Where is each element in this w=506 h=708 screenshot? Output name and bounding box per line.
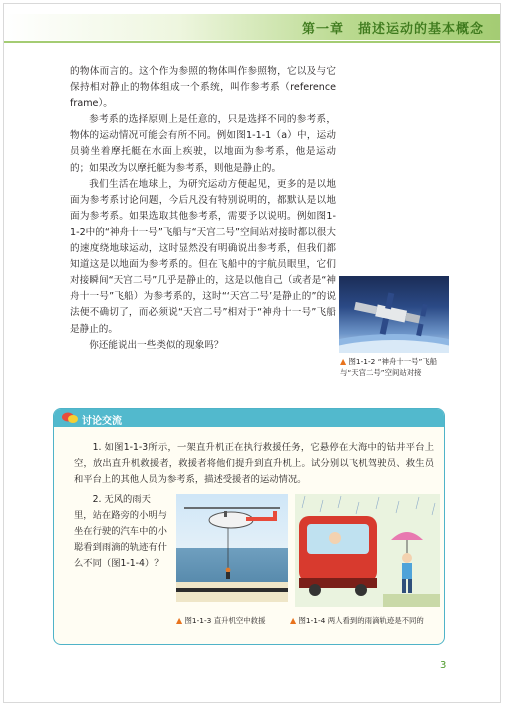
discussion-title: 讨论交流 [82, 416, 122, 427]
paragraph-question: 你还能说出一些类似的现象吗？ [89, 339, 224, 351]
figure-text: 两人看到的雨滴轨迹是不同的 [327, 616, 424, 625]
docking-photo [339, 276, 449, 353]
paragraph-continuation: 的物体而言的。这个作为参照的物体叫作参照物，它以及与它保持相对静止的物体组成一个系统，叫作参考系（reference frame）。 [70, 66, 336, 110]
body-text [70, 64, 336, 354]
discussion-header [54, 409, 444, 427]
triangle-icon: ▲ [290, 616, 297, 625]
figure-1-1-2-caption [340, 356, 452, 378]
figure-text: “神舟十一号”飞船与“天宫二号”空间站对接 [340, 357, 438, 377]
figure-number: 图1-1-2 [348, 357, 376, 366]
figure-number: 图1-1-4 [298, 616, 326, 625]
speech-bubble-icon [62, 412, 78, 424]
figure-number: 图1-1-3 [184, 616, 212, 625]
figure-1-1-4-caption [290, 615, 444, 626]
question-2: 2. 无风的雨天里，站在路旁的小明与坐在行驶的汽车中的小聪看到雨滴的轨迹有什么不同（图1-1-4）？ [74, 494, 167, 569]
paragraph-ground-frame: 我们生活在地球上，为研究运动方便起见，更多的是以地面为参考系讨论问题，今后凡没有特别说明的，都默认是以地面为参考系。如果选取其他参考系，需要予以说明。例如图1-1-2中的“神舟十一号”飞船与“天宫二号”空间站对接时都以很大的速度绕地球运动，这时显然没有明确说出参考系，但我们都知道这是以地面为参考系的。但在飞船中的宇航员眼里，它们对接瞬间“天宫二号”几乎是静止的，这是以他自己（或者是“神舟十一号”飞船）为参考系的，这时“‘天宫二号’是静止的”的说法便不确切了，而必须说“天宫二号”相对于“神舟十一号”飞船是静止的。 [70, 178, 336, 335]
figure-text: 直升机空中救援 [213, 616, 266, 625]
paragraph-reference-frame: 参考系的选择原则上是任意的，只是选择不同的参考系，物体的运动情况可能会有所不同。例如图1-1-1（a）中，运动员骑坐着摩托艇在水面上疾驶，以地面为参考系，他是运动的；如果改为以摩托艇为参考系，则他是静止的。 [70, 114, 336, 174]
page-number: 3 [440, 660, 447, 671]
question-1: 1. 如图1-1-3所示，一架直升机正在执行救援任务，它悬停在大海中的钻井平台上空，放出直升机救援者，救援者将他们提升到直升机上。试分别以飞机驾驶员、救生员和平台上的其他人员为参考系，描述受援者的运动情况。 [74, 442, 434, 485]
figure-1-1-3-caption [176, 615, 288, 626]
triangle-icon: ▲ [340, 357, 347, 366]
chapter-header-bar [4, 14, 500, 40]
helicopter-rescue-image [176, 494, 288, 602]
discussion-box [53, 408, 445, 645]
chapter-title: 第一章 描述运动的基本概念 [301, 22, 484, 37]
rain-trajectory-image [295, 494, 440, 607]
header-underline [4, 41, 500, 43]
triangle-icon: ▲ [176, 616, 183, 625]
